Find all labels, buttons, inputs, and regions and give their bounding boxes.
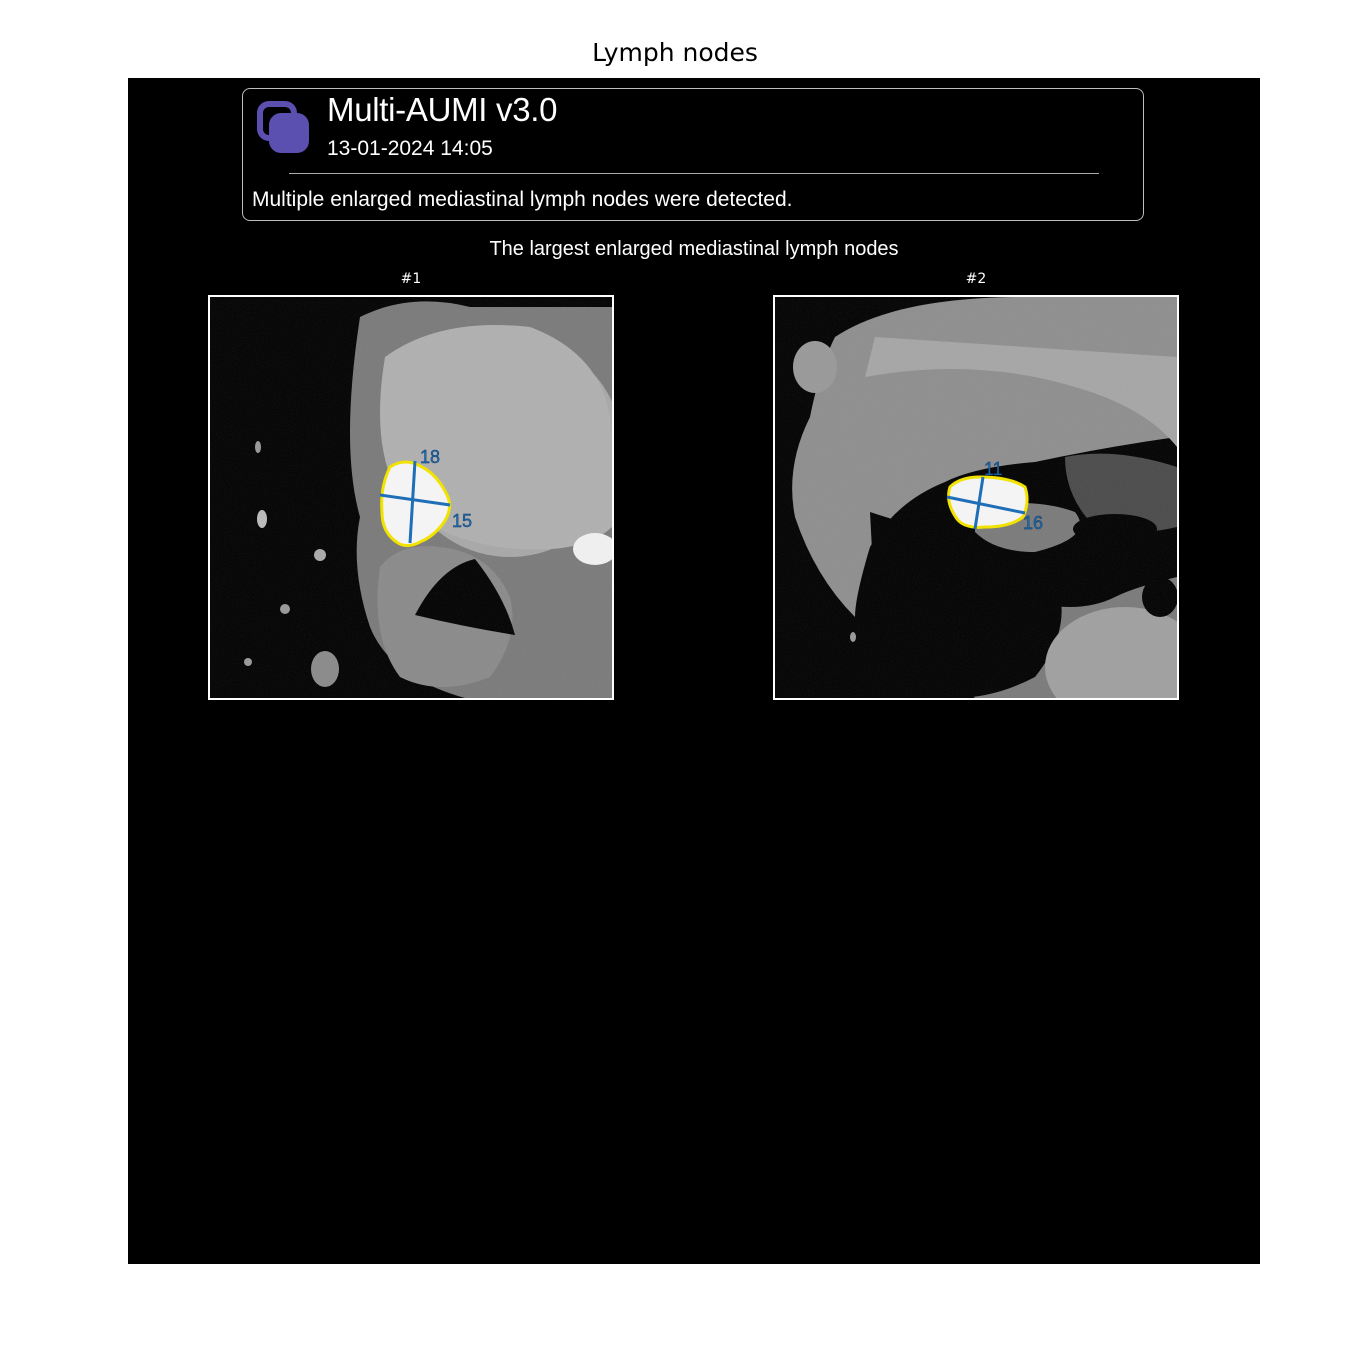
ct-image-panel-1[interactable]: [208, 295, 614, 700]
panel-2-short-axis-label: 16: [1023, 513, 1044, 533]
ct-image-panel-2[interactable]: [773, 295, 1179, 700]
panel-2-label: #2: [965, 271, 987, 287]
panel-1-label: #1: [400, 271, 422, 287]
report-canvas: [128, 78, 1260, 1264]
section-title: The largest enlarged mediastinal lymph nodes: [489, 238, 899, 260]
header-divider: [289, 173, 1099, 174]
figure-title: Lymph nodes: [592, 38, 758, 67]
report-header: [242, 88, 1144, 221]
report-timestamp: 13-01-2024 14:05: [327, 137, 493, 160]
stacked-squares-icon: [256, 100, 312, 156]
panel-1-long-axis-label: 18: [420, 447, 441, 467]
panel-1-short-axis-label: 15: [452, 511, 473, 531]
app-title: Multi-AUMI v3.0: [327, 91, 558, 128]
panel-2-long-axis-label: 11: [984, 459, 1003, 479]
findings-summary: Multiple enlarged mediastinal lymph nodes were detected.: [252, 188, 793, 211]
lymph-node-2[interactable]: [947, 477, 1027, 529]
